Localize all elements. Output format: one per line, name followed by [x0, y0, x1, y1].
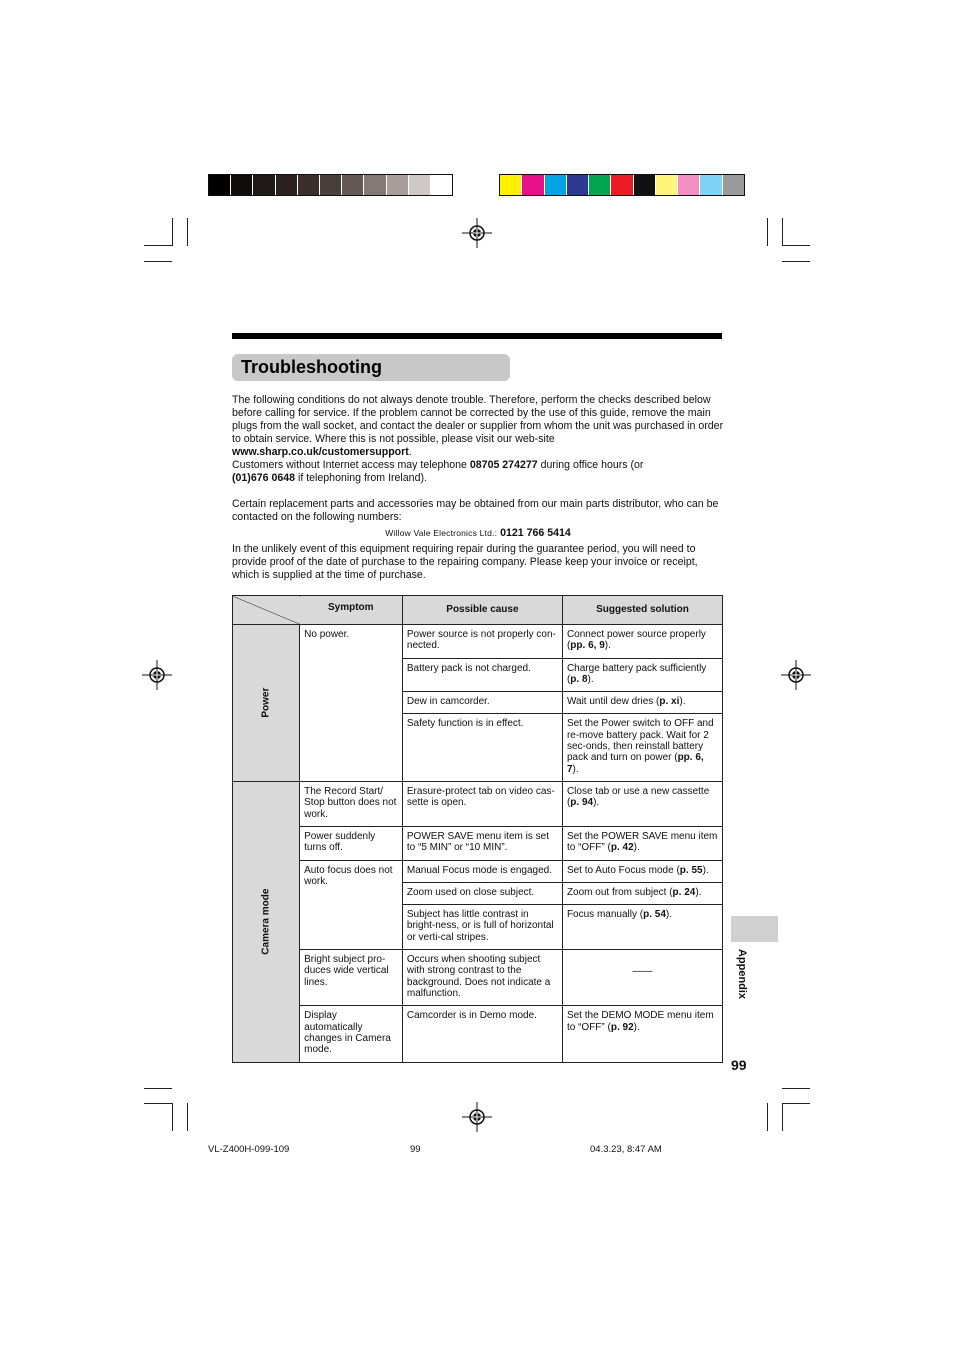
color-swatch: [276, 175, 298, 195]
solution-text: Set the DEMO MODE menu item to “OFF” (: [566, 1010, 714, 1033]
color-swatch: [364, 175, 386, 195]
solution-cell: [562, 882, 722, 904]
crop-mark: [144, 1103, 172, 1104]
registration-mark-icon: [781, 660, 811, 690]
page-reference: p. xi: [659, 696, 680, 708]
solution-cell: [562, 860, 722, 882]
cause-cell: Subject has little contrast in bright-ness, or is full of horizontal or verti-cal stripes.: [402, 905, 562, 950]
registration-mark-icon: [462, 218, 492, 248]
solution-cell: [562, 625, 722, 659]
solution-cell: [562, 826, 722, 860]
solution-text: ).: [695, 886, 702, 898]
solution-cell: [562, 1006, 722, 1062]
support-url-link[interactable]: www.sharp.co.uk/customersupport: [232, 446, 409, 458]
page-reference: p. 92: [610, 1021, 634, 1033]
solution-cell: [562, 658, 722, 692]
parts-paragraph: Certain replacement parts and accessories may be obtained from our main parts distributor, who can be contacted on the following numbers:: [232, 498, 719, 523]
solution-text: Set the Power switch to OFF and re-move battery pack. Wait for 2 sec-onds, then reinstall battery pack and turn on power (: [566, 718, 714, 764]
category-power: [233, 625, 300, 782]
cause-cell: Occurs when shooting subject with strong contrast to the background. Does not indicate a malfunction.: [402, 950, 562, 1006]
page-reference: pp. 6, 7: [566, 752, 704, 775]
symptom-cell: No power.: [300, 625, 403, 782]
cause-cell: Erasure-protect tab on video cas-sette is open.: [402, 781, 562, 826]
solution-cell: [562, 714, 722, 781]
registration-mark-icon: [462, 1102, 492, 1132]
solution-text: Focus manually (: [566, 909, 644, 921]
table-row: [233, 950, 723, 1006]
color-swatch: [387, 175, 409, 195]
solution-text: ).: [665, 909, 672, 921]
crop-mark: [172, 218, 173, 246]
cause-cell: Camcorder is in Demo mode.: [402, 1006, 562, 1062]
solution-cell: [562, 781, 722, 826]
symptom-header: Symptom: [300, 596, 403, 625]
cause-cell: Zoom used on close subject.: [402, 882, 562, 904]
solution-text: Close tab or use a new cassette (: [566, 785, 710, 809]
phone-number-uk: 08705 274277: [469, 459, 538, 471]
solution-text: ).: [702, 864, 709, 876]
solution-cell: [562, 905, 722, 950]
solution-text: Charge battery pack sufficiently (: [566, 662, 707, 685]
crop-mark: [782, 1103, 810, 1104]
no-solution-dash: ——: [632, 966, 653, 978]
table-row: [233, 1006, 723, 1062]
color-swatch: [500, 175, 522, 195]
crop-mark: [782, 1088, 810, 1089]
symptom-cell: Bright subject pro-duces wide vertical lines.: [300, 950, 403, 1006]
page-reference: p. 54: [643, 909, 666, 921]
crop-mark: [782, 218, 783, 246]
crop-mark: [144, 261, 172, 262]
cause-cell: Power source is not properly con-nected.: [402, 625, 562, 659]
phone-number-ireland: (01)676 0648: [232, 472, 296, 484]
phone-text: Customers without Internet access may telephone: [232, 459, 470, 471]
color-swatch: [634, 175, 656, 195]
section-label: [733, 948, 753, 1002]
color-swatch: [589, 175, 611, 195]
page-reference: p. 42: [610, 842, 634, 854]
color-swatch: [611, 175, 633, 195]
intro-text: [232, 394, 724, 582]
crop-mark: [782, 245, 810, 246]
color-swatch: [209, 175, 231, 195]
page-title: Troubleshooting: [241, 357, 382, 377]
color-swatch: [342, 175, 364, 195]
table-header-row: [233, 596, 723, 625]
table-row: [233, 826, 723, 860]
solution-text: ).: [593, 797, 600, 809]
symptom-cell: Auto focus does not work.: [300, 860, 403, 950]
color-swatch: [700, 175, 722, 195]
solution-text: ).: [633, 842, 640, 854]
color-swatch: [253, 175, 275, 195]
crop-mark: [782, 1103, 783, 1131]
symptom-cell: Power suddenly turns off.: [300, 826, 403, 860]
crop-mark: [187, 218, 188, 246]
cause-header: Possible cause: [402, 596, 562, 625]
page-reference: p. 55: [679, 864, 703, 876]
footer-timestamp: 04.3.23, 8:47 AM: [590, 1144, 662, 1155]
page-reference: p. 94: [570, 797, 594, 809]
page-reference: p. 8: [570, 673, 588, 685]
corner-cell: [233, 596, 300, 625]
solution-text: ).: [679, 696, 686, 708]
color-calibration-bar: [499, 174, 745, 196]
crop-mark: [144, 245, 172, 246]
distributor-phone: 0121 766 5414: [500, 527, 571, 539]
solution-header: Suggested solution: [562, 596, 722, 625]
solution-cell: [562, 692, 722, 714]
color-swatch: [522, 175, 544, 195]
grayscale-color-bar: [208, 174, 453, 196]
troubleshooting-table: [232, 595, 723, 1063]
solution-text: ).: [633, 1021, 640, 1033]
category-label: Power: [260, 687, 272, 718]
crop-mark: [767, 218, 768, 246]
cause-cell: Manual Focus mode is engaged.: [402, 860, 562, 882]
solution-text: Connect power source properly (: [566, 629, 706, 652]
solution-text: ).: [587, 673, 594, 685]
header-rule: [232, 333, 722, 339]
page-reference: p. 24: [672, 886, 696, 898]
cause-cell: Safety function is in effect.: [402, 714, 562, 781]
cause-cell: POWER SAVE menu item is set to “5 MIN” or “10 MIN”.: [402, 826, 562, 860]
crop-mark: [187, 1103, 188, 1131]
color-swatch: [656, 175, 678, 195]
color-swatch: [409, 175, 431, 195]
crop-mark: [144, 1088, 172, 1089]
color-swatch: [298, 175, 320, 195]
phone-text: during office hours (or: [537, 459, 644, 471]
cause-cell: Battery pack is not charged.: [402, 658, 562, 692]
section-label-text: Appendix: [736, 948, 749, 1000]
color-swatch: [431, 175, 452, 195]
footer-file-id: VL-Z400H-099-109: [208, 1144, 290, 1155]
crop-mark: [767, 1103, 768, 1131]
solution-text: Zoom out from subject (: [566, 886, 673, 898]
solution-cell: [562, 950, 722, 1006]
color-swatch: [545, 175, 567, 195]
category-camera-mode: [233, 781, 300, 1062]
page-reference: pp. 6, 9: [570, 640, 605, 652]
solution-text: ).: [572, 763, 579, 775]
cause-cell: Dew in camcorder.: [402, 692, 562, 714]
registration-mark-icon: [142, 660, 172, 690]
solution-text: Set to Auto Focus mode (: [566, 864, 680, 876]
solution-text: Set the POWER SAVE menu item to “OFF” (: [566, 830, 718, 854]
solution-text: ).: [604, 640, 611, 652]
distributor-name: Willow Vale Electronics Ltd.:: [385, 528, 498, 538]
symptom-cell: The Record Start/ Stop button does not work.: [300, 781, 403, 826]
color-swatch: [567, 175, 589, 195]
color-swatch: [231, 175, 253, 195]
symptom-cell: Display automatically changes in Camera mode.: [300, 1006, 403, 1062]
intro-paragraph: The following conditions do not always denote trouble. Therefore, perform the checks described below before calling for service. If the problem cannot be corrected by the use of this guide, remove the main plugs from the wall socket, and contact the dealer or supplier from whom the unit was purchased in order to obtain service. Where this is not possible, please visit our web-site: [232, 394, 724, 445]
crop-mark: [782, 261, 810, 262]
table-row: [233, 625, 723, 659]
warranty-paragraph: In the unlikely event of this equipment requiring repair during the guarantee period, you will need to provide proof of the date of purchase to the repairing company. Please keep your invoice or receipt, which is supplied at the time of purchase.: [232, 543, 698, 581]
crop-mark: [172, 1103, 173, 1131]
table-row: [233, 781, 723, 826]
color-swatch: [320, 175, 342, 195]
solution-text: Wait until dew dries (: [566, 696, 660, 708]
page-number: 99: [731, 1057, 747, 1073]
table-row: [233, 860, 723, 882]
footer-page: 99: [410, 1144, 421, 1155]
color-swatch: [678, 175, 700, 195]
category-label: Camera mode: [260, 888, 272, 955]
punctuation: .: [408, 446, 412, 458]
section-tab: [731, 916, 778, 942]
color-swatch: [723, 175, 744, 195]
phone-text: if telephoning from Ireland).: [295, 472, 427, 484]
